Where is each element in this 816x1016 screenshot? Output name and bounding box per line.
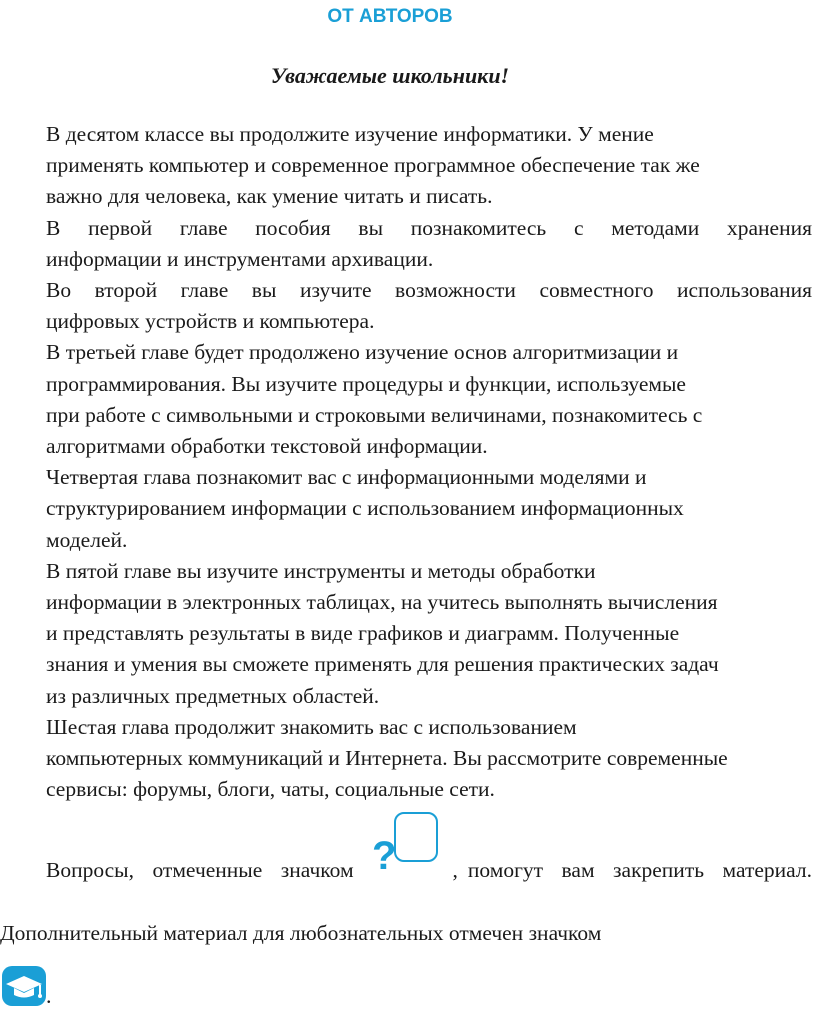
extra-material-note: Дополнительный материал для любознательных отмечен значком — [0, 921, 602, 945]
text-line: В третьей главе будет продолжено изучение основ алгоритмизации и — [46, 340, 679, 365]
text-line: при работе с символьными и строковыми величинами, познакомитесь с — [46, 402, 703, 427]
paragraph-7 — [0, 712, 812, 806]
text-line: из различных предметных областей. — [46, 683, 380, 708]
text-line: моделей. — [46, 527, 128, 552]
paragraph-3 — [0, 275, 812, 337]
text-line: Шестая глава продолжит знакомить вас с использованием — [46, 714, 577, 739]
note-word: закрепить — [613, 858, 705, 882]
text-line: Четвертая глава познакомит вас с информационными моделями и — [46, 465, 647, 490]
note-word: материал. — [722, 858, 812, 882]
text-line: знания и умения вы сможете применять для решения практических задач — [46, 652, 719, 677]
paragraph-5 — [0, 462, 812, 556]
note-word: вам — [561, 858, 595, 882]
trailing-period: . — [46, 983, 52, 1008]
note-word: помогут — [467, 858, 544, 882]
paragraph-2 — [0, 213, 812, 275]
note-word: отмеченные — [152, 858, 263, 882]
note-word: , — [452, 858, 458, 882]
note-word: Вопросы, — [46, 858, 134, 882]
text-line: В пятой главе вы изучите инструменты и методы обработки — [46, 558, 596, 583]
text-line: В первой главе пособия вы познакомитесь с методами хранения — [46, 215, 812, 240]
intro-text — [0, 119, 812, 805]
text-line: цифровых устройств и компьютера. — [46, 309, 375, 334]
paragraph-4 — [0, 337, 812, 462]
note-tail — [453, 855, 544, 886]
note-word: значком — [280, 858, 354, 882]
text-line: применять компьютер и современное программное обеспечение так же — [46, 153, 700, 178]
question-glyph: ? — [372, 834, 397, 878]
text-line: структурированием информации с использованием информационных — [46, 496, 684, 521]
text-line: компьютерных коммуникаций и Интернета. Вы рассмотрите современные — [46, 746, 728, 771]
text-line: информации в электронных таблицах, на учитесь выполнять вычисления — [46, 590, 718, 615]
text-line: программирования. Вы изучите процедуры и функции, используемые — [46, 371, 686, 396]
text-line: сервисы: форумы, блоги, чаты, социальные сети. — [46, 777, 495, 802]
greeting: Уважаемые школьники! — [270, 63, 510, 88]
question-box-outline — [394, 812, 438, 862]
paragraph-6 — [0, 556, 812, 712]
text-line: информации и инструментами архивации. — [46, 246, 434, 271]
question-mark-icon — [372, 834, 434, 878]
paragraph-1 — [0, 119, 812, 213]
page-heading: ОТ АВТОРОВ — [327, 6, 453, 27]
text-line: Во второй главе вы изучите возможности совместного использования — [46, 278, 812, 303]
text-line: и представлять результаты в виде графиков и диаграмм. Полученные — [46, 621, 680, 646]
questions-note — [46, 834, 812, 886]
text-line: алгоритмами обработки текстовой информации. — [46, 434, 488, 459]
text-line: В десятом классе вы продолжите изучение информатики. У мение — [46, 122, 654, 146]
text-line: важно для человека, как умение читать и писать. — [46, 184, 493, 209]
graduation-cap-icon — [2, 966, 46, 1006]
